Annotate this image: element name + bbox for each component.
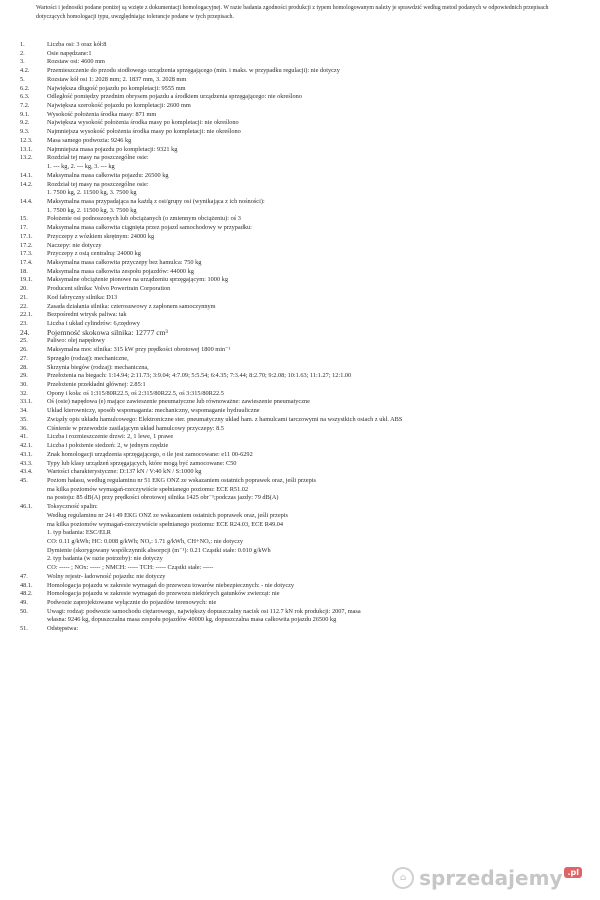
spec-number: 25. [20, 337, 28, 345]
spec-number: 9.1. [20, 110, 30, 118]
spec-text: Odstępstwa: [47, 625, 79, 633]
spec-row [20, 608, 590, 617]
spec-text: Najmniejsza masa pojazdu po kompletacji: 9321 kg [47, 145, 178, 153]
spec-number: 17. [20, 224, 28, 232]
spec-text: Paliwo: olej napędowy [47, 337, 105, 345]
spec-row [20, 215, 590, 224]
spec-row [20, 224, 590, 233]
spec-text: Dymienie (skorygowany współczynnik absorpcji (m⁻¹): 0.21 Cząstki stałe: 0.010 g/kWh [47, 546, 271, 554]
spec-row [20, 407, 590, 416]
spec-text: Wysokość położenia środka masy: 871 mm [47, 110, 157, 118]
spec-row [20, 207, 590, 216]
spec-number: 15. [20, 215, 28, 223]
spec-number: 41. [20, 433, 28, 441]
spec-row [20, 329, 590, 338]
spec-text: 1. --- kg, 2. --- kg, 3. --- kg [47, 163, 115, 171]
spec-row [20, 119, 590, 128]
spec-row [20, 346, 590, 355]
spec-row [20, 137, 590, 146]
spec-row [20, 521, 590, 530]
spec-row [20, 76, 590, 85]
spec-number: 46.1. [20, 503, 33, 511]
spec-row [20, 529, 590, 538]
spec-text: Sprzęgło (rodzaj): mechaniczne, [47, 354, 129, 362]
spec-text: 1. 7500 kg, 2. 11500 kg, 3. 7500 kg [47, 206, 137, 214]
spec-number: 26. [20, 346, 28, 354]
spec-row [20, 250, 590, 259]
spec-row [20, 590, 590, 599]
spec-number: 18. [20, 267, 28, 275]
spec-row [20, 50, 590, 59]
spec-row [20, 259, 590, 268]
spec-number: 14.2. [20, 180, 33, 188]
spec-row [20, 390, 590, 399]
spec-row [20, 128, 590, 137]
spec-text: Podwozie zaprojektowane wyłącznie do pojazdów terenowych: nie [47, 599, 217, 606]
spec-number: 50. [20, 607, 28, 615]
watermark-logo-icon: ⌂ [392, 867, 414, 889]
spec-number: 28. [20, 363, 28, 371]
spec-text: Oś (osie) napędowa (e) mające zawieszenie pneumatyczne lub równoważne: zawieszenie pneumatyczne [47, 398, 310, 406]
spec-text: Opony i koła: oś 1:315/80R22.5, oś 2:315/80R22.5, oś 3:315/80R22.5 [47, 389, 224, 397]
spec-number: 33.1. [20, 398, 33, 406]
spec-text: Maksymalna moc silnika: 315 kW przy prędkości obrotowej 1800 min⁻¹ [47, 346, 231, 354]
spec-number: 5. [20, 75, 25, 83]
spec-row [20, 276, 590, 285]
spec-text: Ciśnienie w przewodzie zasilającym układ hamulcowy przyczepy: 8.5 [47, 424, 224, 432]
spec-row [20, 268, 590, 277]
spec-row [20, 146, 590, 155]
specification-list [20, 41, 590, 634]
spec-number: 45. [20, 476, 28, 484]
spec-number: 35. [20, 415, 28, 423]
spec-number: 43.4. [20, 468, 33, 476]
spec-row [20, 41, 590, 50]
spec-number: 22. [20, 302, 28, 310]
spec-row [20, 433, 590, 442]
spec-row [20, 538, 590, 547]
spec-row [20, 93, 590, 102]
spec-text: Typy lub klasy urządzeń sprzęgających, które mogą być zamocowane: C50 [47, 459, 237, 467]
spec-row [20, 555, 590, 564]
spec-text: Skrzynia biegów (rodzaj): mechaniczna, [47, 363, 149, 371]
spec-text: Masa samego podwozia: 9246 kg [47, 136, 132, 144]
spec-number: 17.2. [20, 241, 33, 249]
spec-text: Największa szerokość pojazdu po kompletacji: 2600 mm [47, 102, 191, 110]
spec-text: Liczba i układ cylindrów: 6,rzędowy [47, 320, 140, 327]
spec-text: Liczba i położenie siedzeń: 2, w jednym rzędzie [47, 442, 169, 450]
spec-row [20, 372, 590, 381]
spec-row [20, 111, 590, 120]
spec-number: 30. [20, 381, 28, 389]
spec-number: 19.1. [20, 276, 33, 284]
spec-number: 43.1. [20, 450, 33, 458]
spec-number: 17.1. [20, 232, 33, 240]
spec-row [20, 573, 590, 582]
spec-number: 14.1. [20, 171, 33, 179]
spec-number: 3. [20, 58, 25, 66]
spec-row [20, 625, 590, 634]
spec-row [20, 416, 590, 425]
spec-text: Liczba osi: 3 oraz kół:8 [47, 41, 107, 48]
spec-row [20, 599, 590, 608]
spec-number: 17.3. [20, 250, 33, 258]
spec-number: 23. [20, 320, 28, 327]
spec-text: Rozdział tej masy na poszczególne osie: [47, 154, 149, 162]
spec-text: Znak homologacji urządzenia sprzęgającego, o ile jest zamocowane: e11 00-6292 [47, 450, 253, 458]
spec-text: Według regulaminu nr 24 i 49 EKG ONZ ze wskazaniem ostatnich poprawek oraz, jeśli przepis [47, 511, 288, 519]
spec-number: 48.2. [20, 590, 33, 598]
spec-text: Położenie osi podnoszonych lub obciążanych (o zmiennym obciążeniu): oś 3 [47, 215, 241, 223]
spec-number: 12.3. [20, 136, 33, 144]
spec-text: Naczepy: nie dotyczy [47, 241, 102, 249]
spec-text: Odległość pomiędzy przednim obrysem pojazdu a środkiem urządzenia sprzęgającego: nie określono [47, 93, 302, 101]
spec-row [20, 616, 590, 625]
spec-row [20, 189, 590, 198]
spec-row [20, 154, 590, 163]
spec-text: Maksymalna masa przypadająca na każdą z osi/grupy osi (wynikająca z ich nośności): [47, 197, 265, 205]
spec-text: Największa wysokość położenia środka masy po kompletacji: nie określono [47, 119, 239, 127]
spec-number: 17.4. [20, 258, 33, 266]
spec-text: Bezpośredni wtrysk paliwa: tak [47, 311, 127, 319]
spec-row [20, 398, 590, 407]
spec-text: Maksymalna masa całkowita zespołu pojazdów: 44000 kg [47, 267, 194, 275]
spec-row [20, 564, 590, 573]
spec-text: 1. typ badania: ESC/ELR [47, 529, 112, 537]
spec-number: 49. [20, 599, 28, 606]
spec-number: 51. [20, 625, 28, 633]
spec-text: Maksymalna masa całkowita ciągnięta przez pojazd samochodowy w przypadku: [47, 224, 252, 232]
spec-row [20, 337, 590, 346]
spec-row [20, 198, 590, 207]
spec-text: Homologacja pojazdu w zakresie wymagań do przewozu niektórych gatunków zwierząt: nie [47, 590, 280, 598]
spec-text: Zasada działania silnika: czterosuwowy z zapłonem samoczynnym [47, 302, 216, 310]
spec-text: Układ kierowniczy, sposób wspomagania: mechaniczny, wspomaganie hydrauliczne [47, 407, 260, 415]
spec-row [20, 364, 590, 373]
spec-row [20, 58, 590, 67]
spec-text: Kod fabryczny silnika: D13 [47, 293, 118, 301]
spec-row [20, 582, 590, 591]
spec-row [20, 451, 590, 460]
spec-number: 47. [20, 572, 28, 580]
spec-row [20, 381, 590, 390]
spec-row [20, 233, 590, 242]
spec-text: Uwagi: rodzaj: podwozie samochodu ciężarowego, największy dopuszczalny nacisk osi 112.7 kN rok produkcji: 2007, masa [47, 607, 361, 615]
spec-row [20, 355, 590, 364]
spec-row [20, 468, 590, 477]
spec-row [20, 285, 590, 294]
spec-row [20, 494, 590, 503]
spec-row [20, 503, 590, 512]
spec-row [20, 163, 590, 172]
spec-number: 42.1. [20, 442, 33, 450]
spec-number: 6.3. [20, 93, 30, 101]
spec-text: Związły opis układu hamulcowego: Elektroniczne ster. pneumatyczny układ ham. z hamulcami tarczowymi na wszystkich osiach z ukł. ABS [47, 415, 403, 423]
spec-text: Homologacja pojazdu w zakresie wymagań do przewozu towarów niebezpiecznych: - nie dotyczy [47, 581, 295, 589]
spec-text: Osie napędzane:1 [47, 49, 92, 57]
spec-row [20, 181, 590, 190]
intro-paragraph: Wartości i jednostki podane poniżej są wzięte z dokumentacji homologacyjnej. W razie badania zgodności produkcji z typem homologowanym należy je sprawdzić według metod podanych w odpowiednich przepisach dotyczących homologacji typu, uwzględniając tolerancje podane w tych przepisach. [36, 5, 549, 20]
spec-text: Pojemność skokowa silnika: 12777 cm³ [47, 327, 168, 337]
spec-text: Wolny rejestr- ładowność pojazdu: nie dotyczy [47, 572, 166, 580]
spec-row [20, 442, 590, 451]
spec-text: 1. 7500 kg, 2. 11500 kg, 3. 7500 kg [47, 189, 137, 197]
spec-text: na postoju: 85 dB(A) przy prędkości obrotowej silnika 1425 obr⁻¹;podczas jazdy: 79 dB(A) [47, 494, 279, 502]
spec-number: 36. [20, 424, 28, 432]
spec-row [20, 311, 590, 320]
spec-text: Maksymalne obciążenie pionowe na urządzeniu sprzęgającym: 1000 kg [47, 276, 228, 284]
spec-number: 22.1. [20, 311, 33, 319]
spec-row [20, 85, 590, 94]
spec-text: CO: ----- ; NOx: ----- ; NMCH: ----- TCH: ----- Cząstki stałe: ----- [47, 564, 214, 572]
spec-number: 43.3. [20, 459, 33, 467]
spec-number: 48.1. [20, 581, 33, 589]
spec-row [20, 102, 590, 111]
spec-number: 13.2. [20, 154, 33, 162]
spec-number: 14.4. [20, 197, 33, 205]
spec-text: Rozdział tej masy na poszczególne osie: [47, 180, 149, 188]
spec-number: 24. [20, 327, 30, 337]
spec-number: 29. [20, 372, 28, 380]
spec-number: 6.2. [20, 84, 30, 92]
spec-number: 9.3. [20, 128, 30, 136]
spec-text: Przyczepy z osią centralną: 24000 kg [47, 250, 141, 258]
spec-text: własna: 9246 kg, dopuszczalna masa zespołu pojazdów 40000 kg, dopuszczalna masa całkowita pojazdu 26500 kg [47, 616, 337, 624]
spec-text: Największa długość pojazdu po kompletacji: 9555 mm [47, 84, 186, 92]
spec-number: 1. [20, 41, 25, 48]
spec-text: Rozstaw osi: 4600 mm [47, 58, 105, 66]
spec-text: Producent silnika: Volvo Powertrain Corporation [47, 285, 171, 293]
spec-text: Przełożenia na biegach: 1:14.94; 2:11.73; 3:9.04; 4:7.09; 5:5.54; 6:4.35; 7:3.44; 8:2.70; 9:2.08; 10:1.63; 11:1.27; 12:1.00 [47, 372, 352, 380]
spec-row [20, 294, 590, 303]
spec-row [20, 242, 590, 251]
spec-text: Toksyczność spalin: [47, 503, 98, 511]
watermark-text: sprzedajemy [419, 866, 563, 890]
spec-number: 21. [20, 293, 28, 301]
spec-text: Maksymalna masa całkowita przyczepy bez hamulca: 750 kg [47, 258, 202, 266]
spec-text: Wartości charakterystyczne: D:137 kN / V:40 kN / S:1000 kg [47, 468, 202, 476]
spec-text: Przełożenie przekładni głównej: 2.85:1 [47, 381, 146, 389]
spec-text: Najmniejsza wysokość położenia środka masy po kompletacji: nie określono [47, 128, 241, 136]
spec-number: 27. [20, 354, 28, 362]
spec-number: 34. [20, 407, 28, 415]
spec-row [20, 547, 590, 556]
spec-row [20, 172, 590, 181]
spec-number: 7.2. [20, 102, 30, 110]
spec-number: 13.1. [20, 145, 33, 153]
spec-number: 20. [20, 285, 28, 293]
spec-text: Rozstaw kół osi 1: 2028 mm; 2. 1837 mm, 3. 2028 mm [47, 75, 187, 83]
spec-row [20, 477, 590, 486]
spec-row [20, 303, 590, 312]
watermark-badge: .pl [564, 867, 582, 878]
spec-text: Poziom hałasu, według regulaminu nr 51 EKG ONZ ze wskazaniem ostatnich poprawek oraz, jeśli przepis [47, 476, 316, 484]
spec-number: 32. [20, 389, 28, 397]
spec-number: 4.2. [20, 67, 30, 75]
watermark [392, 866, 582, 890]
spec-text: Przemieszczenie do przodu siodłowego urządzenia sprzęgającego (min. i maks. w przypadku regulacji): nie dotyczy [47, 67, 340, 75]
spec-row [20, 512, 590, 521]
spec-row [20, 425, 590, 434]
spec-text: Liczba i rozmieszczenie drzwi: 2, 1 lewe, 1 prawe [47, 433, 174, 441]
spec-text: ma kilka poziomów wymagań-rzeczywiście spełnianego poziomu: ECE R24.03, ECE R49.04 [47, 520, 284, 528]
spec-row [20, 460, 590, 469]
spec-text: Maksymalna masa całkowita pojazdu: 26500 kg [47, 171, 169, 179]
spec-text: CO: 0.11 g/kWh; HC: 0.008 g/kWh; NOₓ: 1.71 g/kWh, CH+NOₓ: nie dotyczy [47, 537, 244, 545]
spec-text: 2. typ badania (w razie potrzeby): nie dotyczy [47, 555, 163, 563]
spec-text: ma kilka poziomów wymagań-rzeczywiście spełnianego poziomu: ECE R51.02 [47, 485, 249, 493]
spec-row [20, 67, 590, 76]
spec-text: Przyczepy z wózkiem skrętnym: 24000 kg [47, 232, 155, 240]
spec-number: 2. [20, 49, 25, 57]
spec-number: 9.2. [20, 119, 30, 127]
spec-row [20, 486, 590, 495]
